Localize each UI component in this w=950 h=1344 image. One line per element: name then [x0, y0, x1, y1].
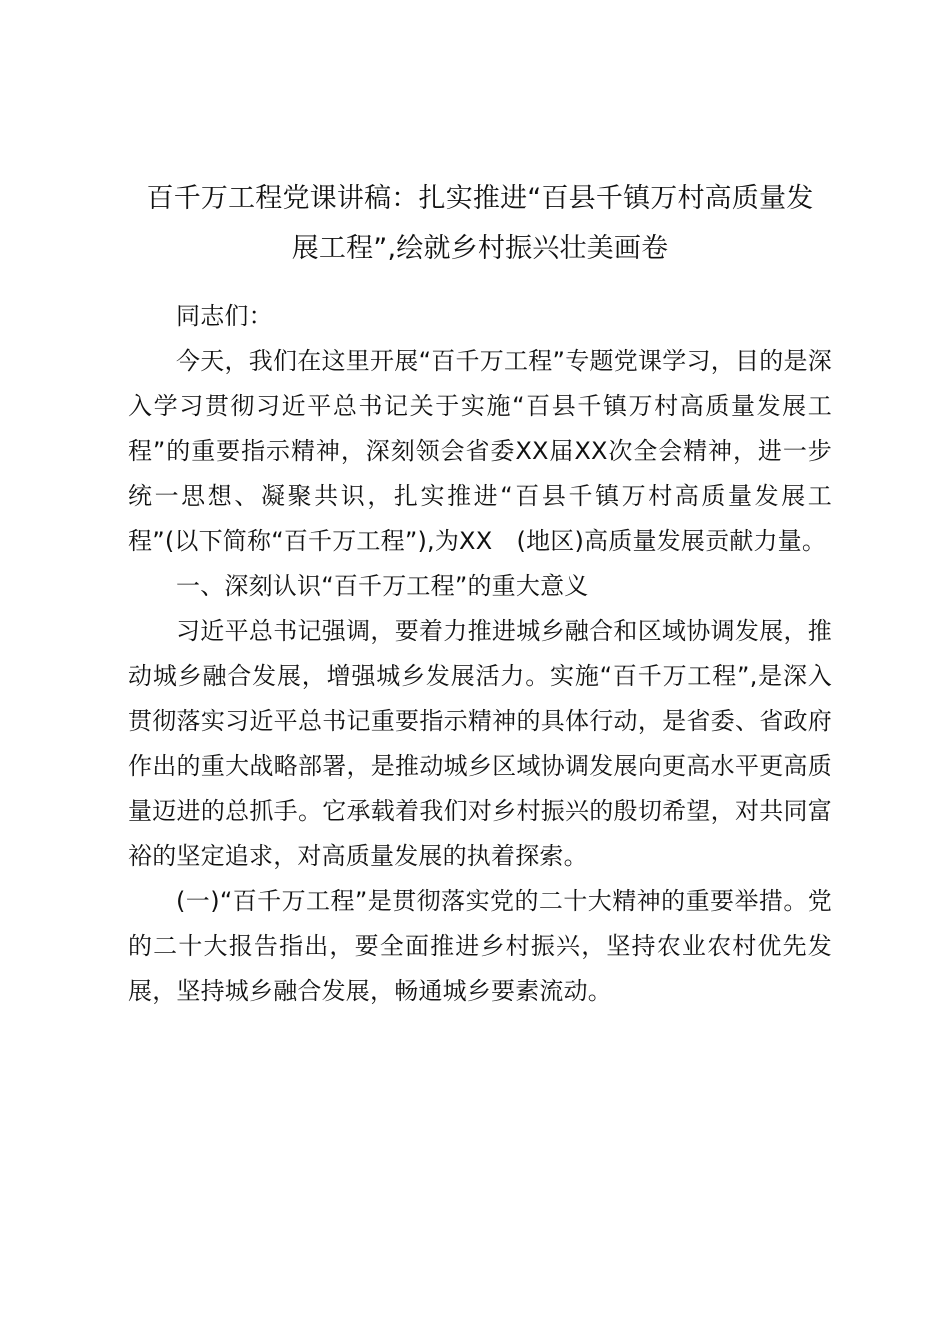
document-title	[128, 174, 832, 274]
section-heading-1: 一、深刻认识“百千万工程”的重大意义	[176, 572, 589, 600]
section-1-paragraph: 习近平总书记强调，要着力推进城乡融合和区域协调发展，推动城乡融合发展，增强城乡发展活力。实施“百千万工程”,是深入贯彻落实习近平总书记重要指示精神的具体行动，是省委、省政府作出的重大战略部署，是推动城乡区域协调发展向更高水平更高质量迈进的总抓手。它承载着我们对乡村振兴的殷切希望，对共同富裕的坚定追求，对高质量发展的执着探索。	[128, 617, 832, 870]
document-body	[128, 174, 832, 1014]
intro-paragraph: 今天，我们在这里开展“百千万工程”专题党课学习，目的是深入学习贯彻习近平总书记关于实施“百县千镇万村高质量发展工程”的重要指示精神，深刻领会省委XX届XX次全会精神，进一步统一思想、凝聚共识，扎实推进“百县千镇万村高质量发展工程”(以下简称“百千万工程”),为XX (地区)高质量发展贡献力量。	[128, 347, 832, 555]
document-text	[128, 294, 832, 1014]
subsection-1-paragraph: (一)“百千万工程”是贯彻落实党的二十大精神的重要举措。党的二十大报告指出，要全面推进乡村振兴，坚持农业农村优先发展，坚持城乡融合发展，畅通城乡要素流动。	[128, 887, 832, 1005]
title-line-2: 展工程”,绘就乡村振兴壮美画卷	[291, 233, 669, 264]
salutation: 同志们：	[176, 302, 273, 330]
title-line-1: 百千万工程党课讲稿：扎实推进“百县千镇万村高质量发	[146, 183, 814, 214]
